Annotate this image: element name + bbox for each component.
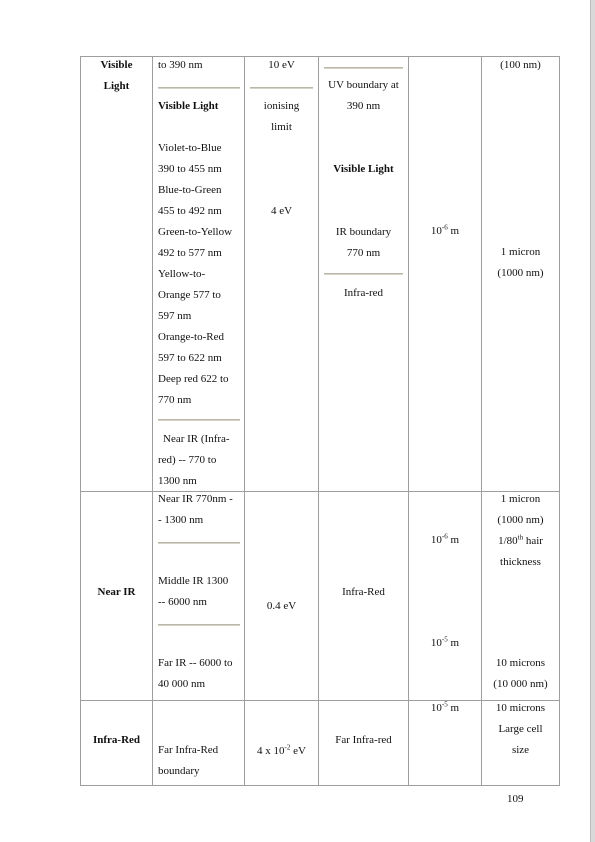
energy-value: 0.4 eV: [266, 600, 297, 612]
boundary-text: Infra-Red: [342, 586, 385, 598]
size-value: 1 micron: [500, 493, 541, 505]
range-line: 597 to 622 nm: [158, 352, 222, 364]
range-line: Violet-to-Blue: [158, 142, 222, 154]
boundary-cell: [319, 492, 409, 701]
row-name-cell: [81, 492, 153, 701]
range-line: Far Infra-Red: [158, 744, 219, 756]
energy-value: 10 eV: [268, 59, 295, 71]
range-line: Near IR 770nm -: [158, 493, 233, 505]
range-cell: [153, 701, 245, 786]
table-row-near-ir: [81, 492, 560, 701]
range-line: Far IR -- 6000 to: [158, 657, 233, 669]
size-value: 1 micron: [500, 246, 541, 258]
wavelength-value: $10^{-5}$ m: [430, 635, 460, 649]
row-name: Near IR: [97, 586, 136, 598]
energy-cell: [245, 701, 319, 786]
range-cell: [153, 492, 245, 701]
range-line: 455 to 492 nm: [158, 205, 222, 217]
size-value: 1/80th hair: [498, 533, 543, 547]
boundary-text: 390 nm: [346, 100, 381, 112]
range-line: Middle IR 1300: [158, 575, 229, 587]
size-value: Large cell: [498, 723, 543, 735]
range-line: 1300 nm: [158, 475, 197, 487]
boundary-text: UV boundary at: [328, 79, 399, 91]
boundary-text: Far Infra-red: [335, 734, 392, 746]
wavelength-value: $10^{-6}$ m: [430, 223, 460, 237]
wavelength-cell: [409, 701, 482, 786]
row-name-continued: Light: [103, 80, 130, 92]
range-line: - 1300 nm: [158, 514, 204, 526]
separator-line: [158, 624, 240, 626]
wavelength-cell: [409, 57, 482, 492]
range-cell: [153, 57, 245, 492]
size-value: (100 nm): [500, 59, 541, 71]
energy-cell: [245, 57, 319, 492]
boundary-text: IR boundary: [335, 226, 392, 238]
page-edge: [591, 0, 595, 842]
energy-label: ionising: [263, 100, 300, 112]
spectrum-table: [80, 56, 560, 786]
energy-cell: [245, 492, 319, 701]
size-value: 10 microns: [495, 702, 546, 714]
size-value: size: [511, 744, 530, 756]
size-value: 10 microns: [495, 657, 546, 669]
range-line: 40 000 nm: [158, 678, 206, 690]
size-value: (10 000 nm): [493, 678, 548, 690]
boundary-cell: [319, 57, 409, 492]
energy-value: 4 x $10^{-2}$ eV: [257, 743, 306, 757]
size-cell: [482, 492, 560, 701]
range-line: Blue-to-Green: [158, 184, 222, 196]
range-line: 492 to 577 nm: [158, 247, 222, 259]
range-line: 390 to 455 nm: [158, 163, 222, 175]
boundary-heading: Visible Light: [333, 163, 394, 175]
energy-value: 4 eV: [270, 205, 293, 217]
range-line: -- 6000 nm: [158, 596, 207, 608]
range-heading: Visible Light: [158, 100, 219, 112]
size-cell: [482, 701, 560, 786]
size-value: thickness: [500, 556, 541, 568]
wavelength-value: $10^{-6}$ m: [430, 532, 460, 546]
energy-label: limit: [271, 121, 292, 133]
boundary-text: Infra-red: [343, 287, 384, 299]
range-line: red) -- 770 to: [158, 454, 217, 466]
row-name: Visible: [100, 59, 133, 71]
row-name-cell: [81, 57, 153, 492]
range-line: 770 nm: [158, 394, 192, 406]
range-line: Deep red 622 to: [158, 373, 229, 385]
page-number: 109: [507, 793, 524, 805]
range-text: to 390 nm: [158, 59, 203, 71]
size-value: (1000 nm): [497, 514, 544, 526]
boundary-cell: [319, 701, 409, 786]
range-line: Orange 577 to: [158, 289, 221, 301]
range-line: Yellow-to-: [158, 268, 206, 280]
boundary-text: 770 nm: [346, 247, 381, 259]
wavelength-cell: [409, 492, 482, 701]
size-cell: [482, 57, 560, 492]
separator-line: [250, 87, 313, 89]
wavelength-value: $10^{-5}$ m: [430, 700, 460, 714]
row-name-cell: [81, 701, 153, 786]
range-line: boundary: [158, 765, 200, 777]
separator-line: [324, 273, 403, 275]
separator-line: [158, 87, 240, 89]
separator-line: [324, 67, 403, 69]
range-line: Near IR (Infra-: [163, 433, 230, 445]
table-row-visible-light: [81, 57, 560, 492]
range-line: Green-to-Yellow: [158, 226, 233, 238]
separator-line: [158, 542, 240, 544]
table-row-infra-red: [81, 701, 560, 786]
separator-line: [158, 419, 240, 421]
row-name: Infra-Red: [92, 734, 141, 746]
range-line: Orange-to-Red: [158, 331, 224, 343]
size-value: (1000 nm): [497, 267, 544, 279]
range-line: 597 nm: [158, 310, 192, 322]
